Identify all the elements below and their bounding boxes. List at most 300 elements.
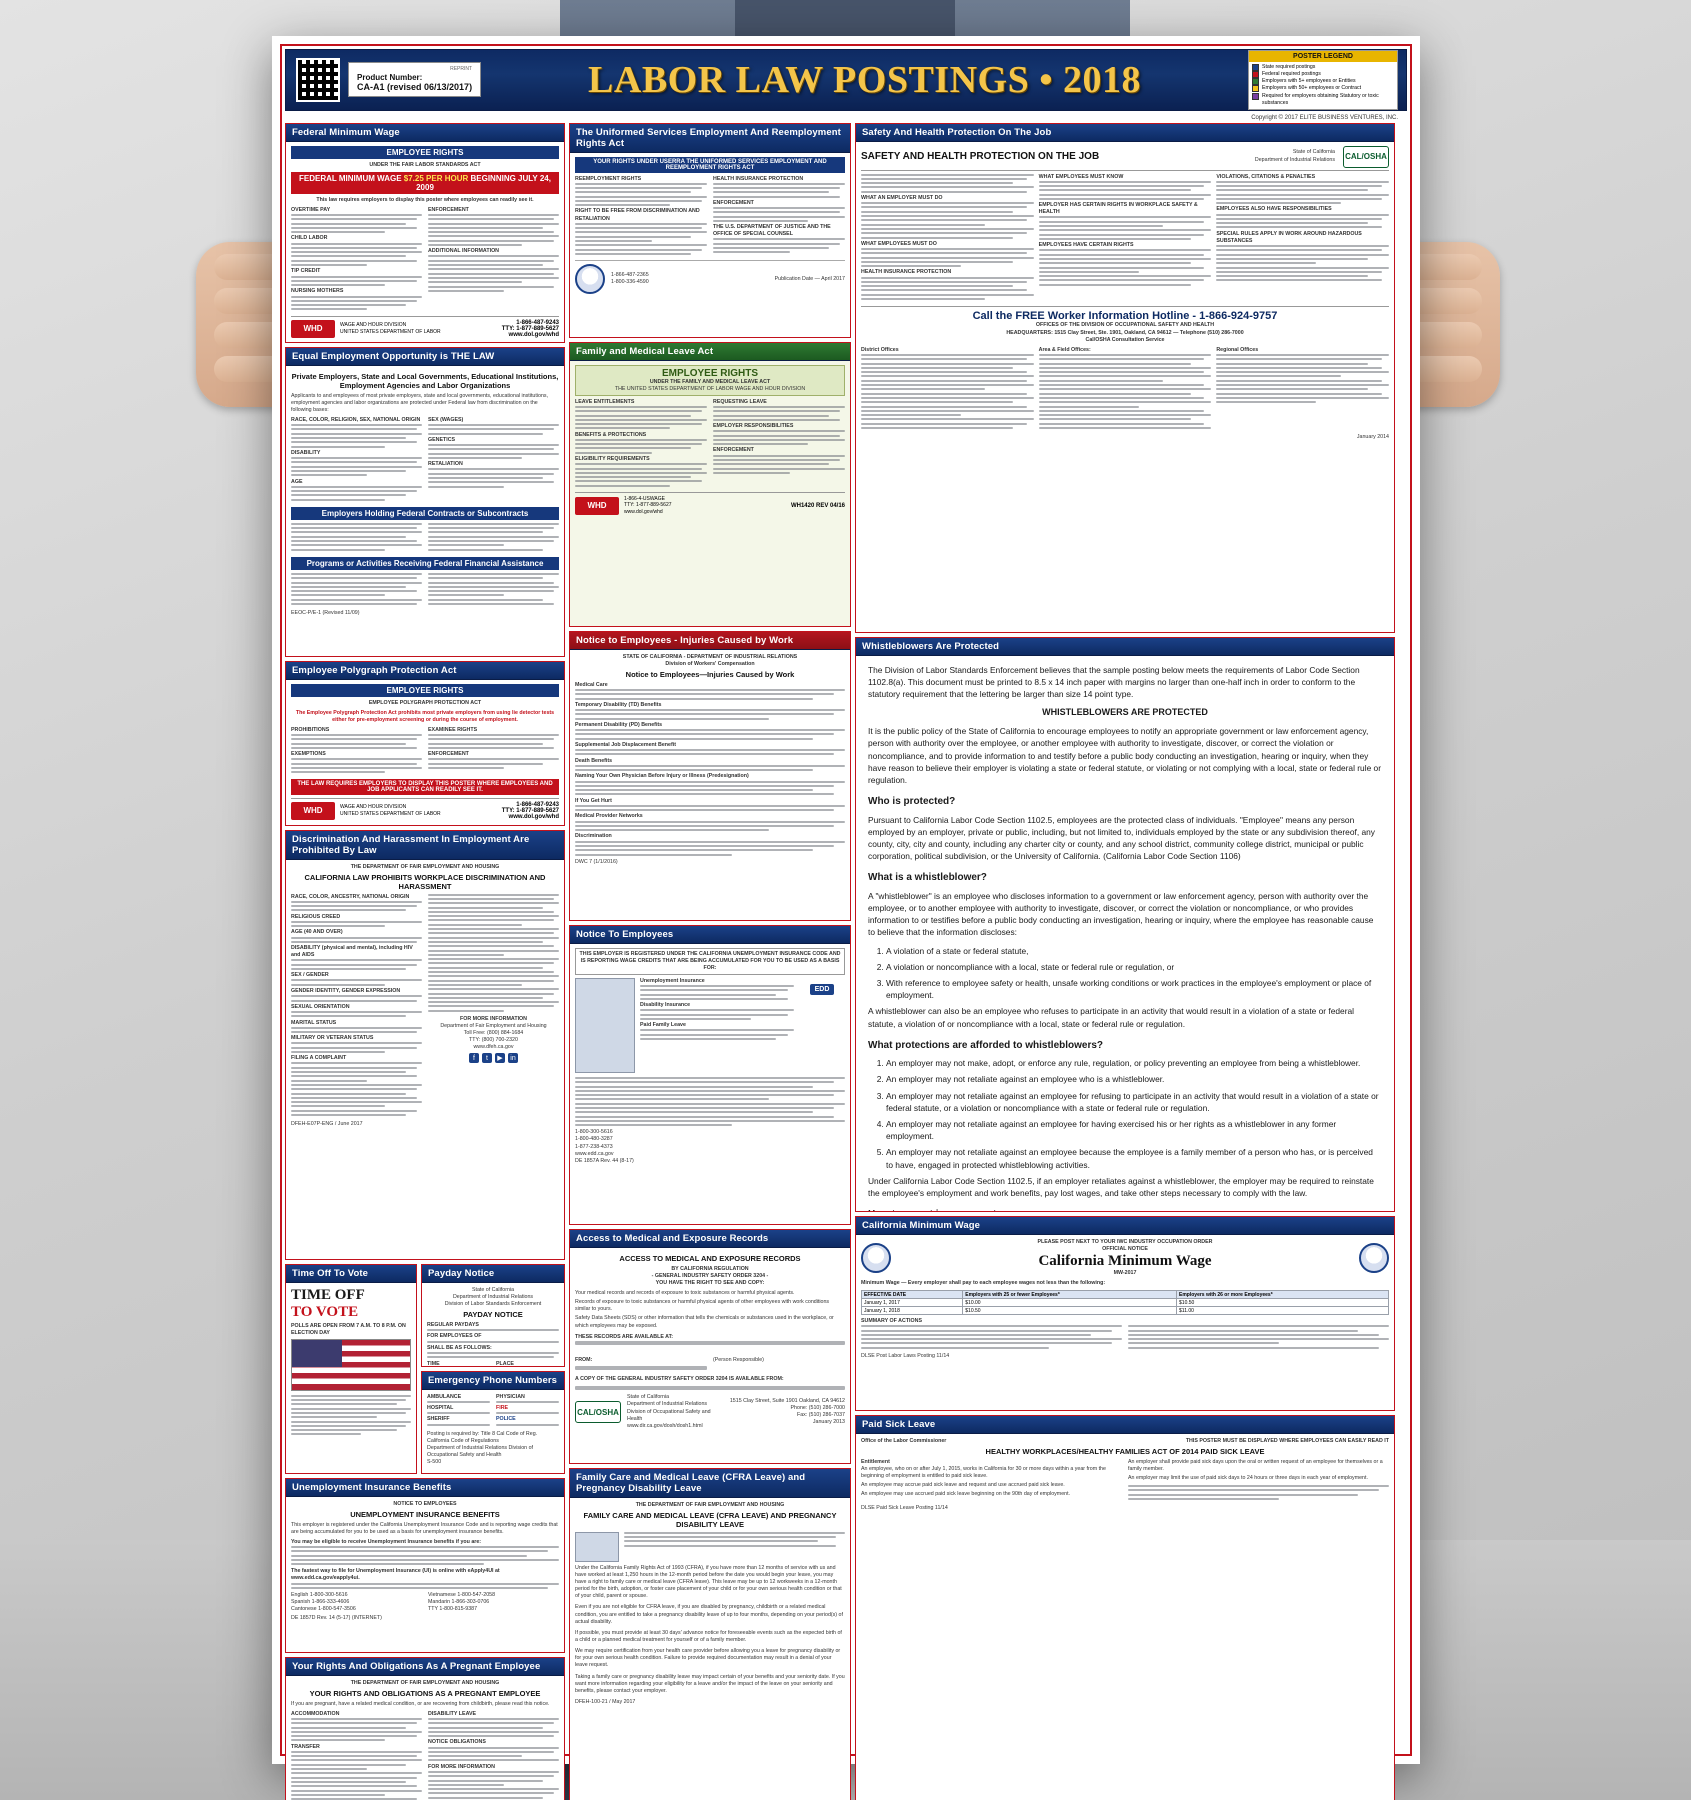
psl-bullet-3: An employer shall provide paid sick days upon the oral or written request of an employee for themselves or a family member.: [1128, 1458, 1383, 1472]
card-title-paid-sick-leave: Paid Sick Leave: [856, 1416, 1394, 1434]
fmw-agency-block: [291, 316, 559, 338]
emg-label-fire: FIRE: [496, 1404, 509, 1411]
camw-th-0: EFFECTIVE DATE: [862, 1291, 963, 1299]
wb-a2: A "whistleblower" is an employee who discloses information to a government or law enforcement agency, person with authority over the employee, or to another employee with authority to investigate, discover, or correct the violation or noncompliance, or who provides information to or testifies before a public body conducting an investigation, hearing or inquiry, where the employee has reasonable cause to believe that the information discloses:: [868, 890, 1374, 938]
emg-form: S-500: [427, 1459, 442, 1466]
emg-posted-by: Posting is required by: Title 8 Cal Code of Reg. California Code of Regulations: [427, 1430, 538, 1444]
wb-a3: A whistleblower can also be an employee who refuses to participate in an activity that would result in a violation of a state or federal statute, a violation of or noncompliance with a local, state or federal rule or regulation.: [868, 1006, 1355, 1029]
cal-osha-logo-icon-2: CAL/OSHA: [1343, 146, 1389, 168]
fmw-phone[interactable]: 1-866-487-9243: [516, 319, 559, 326]
ui-phone-2[interactable]: Cantonese 1-800-547-3506: [291, 1606, 356, 1613]
fmla-col-1: [575, 399, 707, 489]
nte-pfl-phone[interactable]: 1-877-238-4373: [575, 1143, 613, 1150]
eeo-sub3: Employers Holding Federal Contracts or Subcontracts: [291, 507, 559, 520]
mex-heading: ACCESS TO MEDICAL AND EXPOSURE RECORDS: [619, 1253, 801, 1263]
nte-di-phone[interactable]: 1-800-480-3287: [575, 1136, 613, 1143]
inj-section-8: Discrimination: [575, 833, 612, 840]
inj-section-5: Naming Your Own Physician Before Injury or Illness (Predesignation): [575, 773, 749, 780]
payday-emergency-stack: [421, 1264, 565, 1474]
wb-list2-item-4: 5. An employer may not retaliate against an employee because the employee is a family member of a person who has, or is perceived to have, engaged in protected whistleblowing activities.: [886, 1146, 1382, 1170]
fmw-agency2: UNITED STATES DEPARTMENT OF LABOR: [340, 328, 441, 335]
card-title-unemployment: Unemployment Insurance Benefits: [286, 1479, 564, 1497]
sh-col-header-2: Regional Offices: [1216, 346, 1259, 353]
userra-section-1: RIGHT TO BE FREE FROM DISCRIMINATION AND RETALIATION: [575, 208, 700, 222]
sh-heading: SAFETY AND HEALTH PROTECTION ON THE JOB: [861, 151, 1100, 163]
card-whistleblower: [855, 637, 1395, 1212]
sh-section-0: WHAT AN EMPLOYER MUST DO: [861, 195, 943, 202]
cfra-p2: Even if you are not eligible for CFRA leave, if you are disabled by pregnancy, childbirth or a related medical condition, you are entitled to take a pregnancy disability leave of up to four months, depending on your period(s) of actual disability.: [575, 1604, 843, 1625]
preg-section-1: TRANSFER: [291, 1743, 320, 1750]
card-title-emergency: Emergency Phone Numbers: [422, 1372, 564, 1390]
social-links[interactable]: [428, 1053, 559, 1063]
card-notice-to-employees: [569, 925, 851, 1225]
disc-tty: TTY: (800) 700-2320: [469, 1037, 518, 1044]
disc-topic-6: SEXUAL ORIENTATION: [291, 1003, 350, 1010]
card-title-time-off-to-vote: Time Off To Vote: [286, 1265, 416, 1283]
psl-bullet-4: An employer may limit the use of paid sick days to 24 hours or three days in each year of employment.: [1128, 1474, 1368, 1481]
camw-official: OFFICIAL NOTICE: [1102, 1245, 1148, 1252]
camw-r1c1: $10.50: [963, 1307, 1177, 1315]
card-title-ca-minimum-wage: California Minimum Wage: [856, 1217, 1394, 1235]
preg-heading: YOUR RIGHTS AND OBLIGATIONS AS A PREGNANT EMPLOYEE: [309, 1688, 541, 1698]
inj-heading: Notice to Employees—Injuries Caused by Work: [625, 669, 795, 679]
epp-agency2: UNITED STATES DEPARTMENT OF LABOR: [340, 810, 441, 817]
camw-r0c2: $10.50: [1177, 1299, 1389, 1307]
fmla-section-3: REQUESTING LEAVE: [713, 398, 767, 405]
fmw-section-4: ENFORCEMENT: [428, 206, 469, 213]
dol-seal-icon: [575, 264, 605, 294]
fmla-form: WH1420 REV 04/16: [790, 502, 845, 509]
legend-swatch-5plus: [1252, 78, 1259, 85]
emg-label-ambulance: AMBULANCE: [427, 1393, 462, 1400]
sh-hotline[interactable]: Call the FREE Worker Information Hotline - 1-866-924-9757: [861, 306, 1389, 322]
sh-section-2: HEALTH INSURANCE PROTECTION: [861, 269, 952, 276]
sh-offices-districts: [861, 347, 1034, 431]
ui-line1: This employer is registered under the California Unemployment Insurance Code and is reporting wage credits that are being accumulated for you to be used as a basis for unemployment insurance benefits.: [291, 1521, 558, 1535]
preg-section-2: DISABILITY LEAVE: [428, 1710, 477, 1717]
wb-list2-item-3: 4. An employer may not retaliate against an employee for having exercised his or her rights as a whistleblower in any former employment.: [886, 1118, 1382, 1142]
nte-ui-phone[interactable]: 1-800-300-5616: [575, 1129, 613, 1136]
epp-banner: [291, 684, 559, 697]
mex-addr: 1515 Clay Street, Suite 1901 Oakland, CA 94612: [729, 1397, 845, 1404]
epp-col-2: [428, 727, 559, 776]
camw-mw: MW-2017: [1113, 1269, 1137, 1276]
state-seal-icon: [861, 1243, 891, 1273]
cfra-p3: If possible, you must provide at least 30 days' advance notice for foreseeable events such as the expected birth of a child or a planned medical treatment for yourself or of a family member.: [575, 1629, 842, 1643]
cfra-form: DFEH-100-21 / May 2017: [575, 1698, 636, 1705]
card-title-injuries: Notice to Employees - Injuries Caused by Work: [570, 632, 850, 650]
fmw-section-2: TIP CREDIT: [291, 268, 321, 275]
fmw-wage-label: FEDERAL MINIMUM WAGE: [299, 173, 402, 183]
psl-col-1: [861, 1459, 1122, 1503]
fmla-web[interactable]: www.dol.gov/whd: [624, 508, 663, 515]
ui-phone-3[interactable]: Vietnamese 1-800-547-2058: [428, 1591, 496, 1598]
eeo-topic-1: DISABILITY: [291, 449, 321, 456]
eeo-topic-4: GENETICS: [428, 436, 456, 443]
wb-list1-item-0: 1. A violation of a state or federal statute,: [886, 945, 1382, 957]
whd-logo-icon-3: WHD: [575, 497, 619, 515]
flag-image: [291, 1339, 411, 1391]
nte-item-1: Disability Insurance: [640, 1002, 691, 1009]
mex-bullet-2: Safety Data Sheets (SDS) or other information that tells the chemicals or substances used in the workplace, or which employees may be exposed.: [575, 1315, 834, 1329]
psl-post-line: THIS POSTER MUST BE DISPLAYED WHERE EMPLOYEES CAN EASILY READ IT: [1185, 1437, 1389, 1444]
fmw-wage-date: BEGINNING JULY 24, 2009: [416, 173, 551, 192]
wb-q4: [868, 1208, 1382, 1211]
wb-list-1: [886, 945, 1382, 1002]
card-federal-minimum-wage: [285, 123, 565, 343]
card-polygraph: [285, 661, 565, 826]
edd-logo-icon: EDD: [810, 984, 835, 995]
payday-field-3: SHALL BE AS FOLLOWS:: [427, 1344, 492, 1351]
edd-photo: [575, 978, 635, 1073]
sh-dept: Department of Industrial Relations: [1254, 156, 1335, 163]
mex-from-label: FROM:: [575, 1356, 593, 1363]
cfra-dept: THE DEPARTMENT OF FAIR EMPLOYMENT AND HOUSING: [635, 1501, 785, 1508]
sh-section-3: WHAT EMPLOYEES MUST KNOW: [1038, 173, 1124, 180]
card-title-safety-health: Safety And Health Protection On The Job: [856, 124, 1394, 142]
camw-form: DLSE Post Labor Laws Posting 11/14: [861, 1353, 950, 1360]
wb-intro: The Division of Labor Standards Enforcement believes that the sample posting below meets the requirements of Labor Code Section 1102.8(a). This document must be printed to 8.5 x 14 inch paper with margins no larger than one-half inch in order to conform to the statutory requirement that the lettering be larger than size 14 point type.: [868, 664, 1360, 699]
eeo-topic-2: AGE: [291, 478, 303, 485]
disc-topic-8: MILITARY OR VETERAN STATUS: [291, 1035, 374, 1042]
fmw-wage-bar: [291, 172, 559, 194]
mex-web[interactable]: www.dir.ca.gov/dosh/dosh1.html: [627, 1422, 703, 1429]
fmw-note: This law requires employers to display this poster where employees can readily see it.: [316, 196, 534, 203]
userra-banner: YOUR RIGHTS UNDER USERRA THE UNIFORMED SERVICES EMPLOYMENT AND REEMPLOYMENT RIGHTS ACT: [575, 157, 845, 173]
emg-label-sheriff: SHERIFF: [427, 1416, 450, 1423]
linkedin-icon[interactable]: in: [508, 1053, 518, 1063]
userra-col-2: [713, 176, 845, 258]
facebook-icon[interactable]: f: [469, 1053, 479, 1063]
disc-tollfree[interactable]: Toll Free: (800) 884-1684: [463, 1029, 524, 1036]
sh-col-3: [1216, 174, 1389, 303]
card-uniformed-services: [569, 123, 851, 338]
wb-q1: Who is protected?: [868, 796, 956, 808]
preg-section-4: FOR MORE INFORMATION: [428, 1763, 495, 1770]
epp-banner-text: EMPLOYEE RIGHTS: [386, 685, 464, 695]
vote-headline-1: TIME OFF: [291, 1286, 365, 1303]
preg-dept: THE DEPARTMENT OF FAIR EMPLOYMENT AND HOUSING: [350, 1679, 500, 1686]
mex-copy-line: A COPY OF THE GENERAL INDUSTRY SAFETY ORDER 3204 IS AVAILABLE FROM:: [575, 1376, 784, 1383]
card-emergency-numbers: [421, 1371, 565, 1474]
card-california-minimum-wage: [855, 1216, 1395, 1411]
preg-intro: If you are pregnant, have a related medical condition, or are recovering from childbirth, please read this notice.: [291, 1700, 550, 1707]
card-title-pregnant: Your Rights And Obligations As A Pregnant Employee: [286, 1658, 564, 1676]
mex-phone[interactable]: Phone: (510) 286-7000: [790, 1404, 845, 1411]
mex-bullet-0: Your medical records and records of exposure to toxic substances or harmful physical agents.: [575, 1289, 795, 1296]
nte-item-0: Unemployment Insurance: [640, 977, 705, 984]
epp-banner-sub: EMPLOYEE POLYGRAPH PROTECTION ACT: [368, 699, 482, 706]
eeo-topic-0: RACE, COLOR, RELIGION, SEX, NATIONAL ORIGIN: [291, 416, 421, 423]
fmla-section-2: ELIGIBILITY REQUIREMENTS: [575, 456, 650, 463]
disc-form: DFEH-E07P-ENG / June 2017: [291, 1121, 363, 1128]
emg-label-hospital: HOSPITAL: [427, 1404, 454, 1411]
card-time-off-to-vote: [285, 1264, 417, 1474]
legend-item-1: Federal required postings: [1262, 71, 1321, 78]
epp-col-1: [291, 727, 422, 776]
legend-item-0: State required postings: [1262, 64, 1316, 71]
nte-item-2: Paid Family Leave: [640, 1022, 686, 1029]
mex-dept: Department of Industrial Relations: [627, 1401, 708, 1408]
cfra-p1: Under the California Family Rights Act of 1993 (CFRA), if you have more than 12 months of service with us and have worked at least 1,250 hours in the 12-month period before the date you would begin your leave, you may have a right to family care or medical leave (CFRA leave). This leave may be up to 12 workweeks in a 12-month period for the birth, adoption, or foster care placement of your child or for your own serious health condition or that of your child, parent or spouse.: [575, 1564, 842, 1600]
cfra-heading: FAMILY CARE AND MEDICAL LEAVE (CFRA LEAVE) AND PREGNANCY DISABILITY LEAVE: [583, 1510, 837, 1529]
disc-topic-7: MARITAL STATUS: [291, 1019, 337, 1026]
ui-phone-5[interactable]: TTY 1-800-815-9387: [428, 1606, 478, 1613]
vote-sub: POLLS ARE OPEN FROM 7 A.M. TO 8 P.M. ON ELECTION DAY: [291, 1322, 406, 1336]
disc-dept: THE DEPARTMENT OF FAIR EMPLOYMENT AND HOUSING: [350, 863, 500, 870]
preg-col-1: [291, 1711, 422, 1800]
wb-list1-item-1: 2. A violation or noncompliance with a local, state or federal rule or regulation, or: [886, 961, 1382, 973]
fmw-wage-value: $7.25 PER HOUR: [403, 173, 469, 183]
inj-section-3: Supplemental Job Displacement Benefit: [575, 741, 676, 748]
camw-r0c1: $10.00: [963, 1299, 1177, 1307]
epp-agency-block: [291, 798, 559, 820]
camw-r0c0: January 1, 2017: [862, 1299, 963, 1307]
card-payday-notice: [421, 1264, 565, 1367]
preg-section-3: NOTICE OBLIGATIONS: [428, 1739, 486, 1746]
fmw-tty: TTY: 1-877-889-5627: [501, 325, 559, 332]
wb-list2-item-1: 2. An employer may not retaliate against an employee who is a whistleblower.: [886, 1073, 1382, 1085]
sh-section-6: VIOLATIONS, CITATIONS & PENALTIES: [1216, 173, 1316, 180]
preg-col-2: [428, 1711, 559, 1800]
ui-section-1: The fastest way to file for Unemployment Insurance (UI) is online with eApply4UI at www.edd.ca.gov/eapply4ui.: [291, 1568, 500, 1582]
eeo-sub2: Programs or Activities Receiving Federal Financial Assistance: [291, 557, 559, 570]
eeo-col-1: [291, 417, 422, 503]
payday-field-2: FOR EMPLOYEES OF: [427, 1333, 482, 1340]
disc-contact: Department of Fair Employment and Housing: [440, 1022, 547, 1029]
fmw-web[interactable]: www.dol.gov/whd: [508, 331, 559, 338]
userra-section-0: REEMPLOYMENT RIGHTS: [575, 175, 642, 182]
column-right: [855, 123, 1395, 1800]
userra-esgr-phone[interactable]: 1-800-336-4590: [611, 279, 649, 286]
camw-r1c0: January 1, 2018: [862, 1307, 963, 1315]
card-pregnant-employee: [285, 1657, 565, 1800]
fmw-text-col-2: [428, 207, 559, 313]
copyright: Copyright © 2017 ELITE BUSINESS VENTURES, INC.: [1251, 114, 1398, 121]
cal-osha-logo-icon: CAL/OSHA: [575, 1401, 621, 1423]
card-fmla: [569, 342, 851, 627]
cfra-icon-image: [575, 1532, 619, 1562]
preg-section-0: ACCOMMODATION: [291, 1710, 340, 1717]
mex-division: Division of Occupational Safety and Health: [627, 1408, 711, 1422]
fmla-tty: TTY: 1-877-889-5627: [624, 502, 672, 509]
userra-section-3: ENFORCEMENT: [713, 199, 754, 206]
fmw-section-3: NURSING MOTHERS: [291, 288, 344, 295]
card-title-notice-employees: Notice To Employees: [570, 926, 850, 944]
column-left: [285, 123, 565, 1800]
epp-section-0: PROHIBITIONS: [291, 726, 330, 733]
inj-form: DWC 7 (1/1/2016): [575, 858, 618, 865]
inj-state-line: STATE OF CALIFORNIA - DEPARTMENT OF INDUSTRIAL RELATIONS: [622, 653, 798, 660]
fmla-agency-block: [575, 492, 845, 516]
payday-division: Division of Labor Standards Enforcement: [444, 1300, 542, 1307]
camw-table: [861, 1290, 1389, 1315]
card-title-cfra: Family Care and Medical Leave (CFRA Leave) and Pregnancy Disability Leave: [570, 1469, 850, 1498]
product-number-value: CA-A1 (revised 06/13/2017): [357, 82, 473, 93]
fmla-section-0: LEAVE ENTITLEMENTS: [575, 398, 635, 405]
camw-r1c2: $11.00: [1177, 1307, 1389, 1315]
payday-dept: Department of Industrial Relations: [452, 1293, 534, 1300]
column-middle: [569, 123, 851, 1800]
youtube-icon[interactable]: ▶: [495, 1053, 505, 1063]
sh-section-4: EMPLOYER HAS CERTAIN RIGHTS IN WORKPLACE SAFETY & HEALTH: [1038, 202, 1198, 216]
sh-hq: HEADQUARTERS: 1515 Clay Street, Ste. 1901, Oakland, CA 94612 — Telephone (510) 286-7000: [1006, 329, 1244, 336]
fmla-section-4: EMPLOYER RESPONSIBILITIES: [713, 423, 794, 430]
card-discrimination: [285, 830, 565, 1260]
disc-topic-3: DISABILITY (physical and mental), including HIV and AIDS: [291, 945, 413, 959]
wb-a1: Pursuant to California Labor Code Section 1102.5, employees are the protected class of individuals. "Employee" means any person employed by an employer, private or public, including, but not limited to, individuals employed by the state or any subdivision thereof, any county, city, city and county, including any charter city or county, and any school district, community college district, municipal or public corporation, political subdivision, or the University of California. (California Labor Code Section 1106): [868, 814, 1375, 862]
emg-dept: Department of Industrial Relations Division of Occupational Safety and Health: [427, 1445, 533, 1459]
vote-payday-row: [285, 1264, 565, 1474]
epp-web[interactable]: www.dol.gov/whd: [508, 813, 559, 820]
fmla-section-1: BENEFITS & PROTECTIONS: [575, 431, 647, 438]
poster-grid: [285, 111, 1407, 1800]
disc-topic-4: SEX / GENDER: [291, 972, 329, 979]
camw-heading: California Minimum Wage: [1038, 1252, 1212, 1269]
epp-section-1: EXEMPTIONS: [291, 751, 326, 758]
ui-heading: NOTICE TO EMPLOYEES: [393, 1500, 457, 1507]
sh-col-2: [1039, 174, 1212, 303]
card-cfra: [569, 1468, 851, 1800]
nte-web[interactable]: www.edd.ca.gov: [575, 1150, 614, 1157]
twitter-icon[interactable]: t: [482, 1053, 492, 1063]
fmla-phone[interactable]: 1-866-4-USWAGE: [624, 495, 665, 502]
mex-person-label: (Person Responsible): [713, 1356, 764, 1363]
mex-sub1: BY CALIFORNIA REGULATION: [671, 1265, 749, 1272]
legend-swatch-state: [1252, 64, 1259, 71]
reprint-note: REPRINT: [450, 66, 473, 73]
sh-state: State of California: [1292, 149, 1335, 156]
inj-section-0: Medical Care: [575, 681, 608, 688]
sh-section-8: SPECIAL RULES APPLY IN WORK AROUND HAZARDOUS SUBSTANCES: [1216, 230, 1362, 244]
mex-avail-line: THESE RECORDS ARE AVAILABLE AT:: [575, 1333, 673, 1340]
payday-field-5: PLACE: [496, 1360, 514, 1367]
disc-web[interactable]: www.dfeh.ca.gov: [473, 1044, 514, 1051]
userra-section-4: THE U.S. DEPARTMENT OF JUSTICE AND THE OFFICE OF SPECIAL COUNSEL: [713, 224, 831, 238]
page-title: LABOR LAW POSTINGS • 2018: [588, 58, 1142, 101]
card-safety-health: [855, 123, 1395, 633]
whd-logo-icon: WHD: [291, 320, 335, 338]
camw-summary-label: SUMMARY OF ACTIONS: [861, 1318, 923, 1325]
disc-topic-1: RELIGIOUS CREED: [291, 913, 341, 920]
fmla-banner-sub: UNDER THE FAMILY AND MEDICAL LEAVE ACT: [649, 378, 771, 385]
legend-item-4: Required for employers obtaining Statutory or toxic substances: [1262, 92, 1379, 106]
poster-header: [285, 49, 1407, 121]
mex-state: State of California: [627, 1394, 670, 1401]
legend-item-2: Employers with 5+ employees or Entities: [1262, 78, 1356, 85]
disc-col-2: [428, 894, 559, 1119]
disc-topic-2: AGE (40 AND OVER): [291, 929, 343, 936]
userra-col-1: [575, 176, 707, 258]
disc-topic-5: GENDER IDENTITY, GENDER EXPRESSION: [291, 988, 401, 995]
wb-list1-item-2: 3. With reference to employee safety or health, unsafe working conditions or work practices in the employee's employment or place of employment.: [886, 977, 1382, 1001]
ui-phone-1[interactable]: Spanish 1-866-333-4606: [291, 1599, 350, 1605]
sh-consult: Cal/OSHA Consultation Service: [1085, 336, 1165, 343]
labor-law-poster: [272, 36, 1420, 1770]
psl-entitlement: Entitlement: [861, 1458, 890, 1465]
ui-subheading: UNEMPLOYMENT INSURANCE BENEFITS: [350, 1509, 500, 1519]
epp-phone[interactable]: 1-866-487-9243: [516, 801, 559, 808]
mex-sub3: YOU HAVE THE RIGHT TO SEE AND COPY:: [655, 1279, 765, 1286]
payday-state: State of California: [471, 1286, 515, 1293]
inj-section-1: Temporary Disability (TD) Benefits: [575, 701, 662, 708]
sh-section-1: WHAT EMPLOYEES MUST DO: [861, 240, 937, 247]
table-row: [862, 1307, 1389, 1315]
eeo-col-2: [428, 417, 559, 503]
eeo-col-6: [428, 573, 559, 607]
legend-swatch-federal: [1252, 71, 1259, 78]
state-seal-icon-2: [1359, 1243, 1389, 1273]
eeo-topic-5: RETALIATION: [428, 461, 463, 468]
epp-tty: TTY: 1-877-889-5627: [501, 807, 559, 814]
payday-field-4: TIME: [427, 1360, 440, 1367]
cfra-p5: Taking a family care or pregnancy disability leave may impact certain of your benefits and your seniority date. If you want more information regarding your eligibility for a leave and/or the impact of the leave on your seniority and benefits, please contact your employer.: [575, 1673, 845, 1694]
whd-logo-icon-2: WHD: [291, 802, 335, 820]
epp-warning: THE LAW REQUIRES EMPLOYERS TO DISPLAY THIS POSTER WHERE EMPLOYEES AND JOB APPLICANTS CAN READILY SEE IT.: [291, 779, 559, 795]
userra-form: Publication Date — April 2017: [774, 275, 845, 282]
card-unemployment-benefits: [285, 1478, 565, 1653]
card-paid-sick-leave: [855, 1415, 1395, 1800]
psl-form: DLSE Paid Sick Leave Posting 11/14: [861, 1505, 948, 1512]
eeo-intro: Applicants to and employees of most private employers, state and local governments, educational institutions, employment agencies and labor organizations are protected under Federal law from discrimination on the following bases:: [291, 392, 549, 413]
fmw-text-col-1: [291, 207, 422, 313]
fmw-banner: EMPLOYEE RIGHTS: [291, 146, 559, 159]
nte-form: DE 1857A Rev. 44 (8-17): [575, 1157, 634, 1164]
card-medical-exposure: [569, 1229, 851, 1464]
sh-col-header-0: District Offices: [861, 346, 899, 353]
psl-col-2: [1128, 1459, 1389, 1503]
sh-col-header-1: Area & Field Offices:: [1038, 346, 1091, 353]
cfra-p4: We may require certification from your health care provider before allowing you a leave for pregnancy disability or for your own serious health condition. Failure to provide required documentation may result in a denial of your leave request.: [575, 1648, 841, 1669]
poster-legend: [1248, 50, 1398, 110]
wb-heading: WHISTLEBLOWERS ARE PROTECTED: [1042, 707, 1208, 718]
epp-agency: WAGE AND HOUR DIVISION: [340, 804, 407, 811]
eeo-col-5: [291, 573, 422, 607]
wb-list-2: [886, 1057, 1382, 1171]
ui-phone-0[interactable]: English 1-800-300-5616: [291, 1591, 348, 1598]
fmw-banner-sub: UNDER THE FAIR LABOR STANDARDS ACT: [369, 161, 481, 168]
product-number-label: Product Number:: [357, 72, 423, 82]
ui-section-0: You may be eligible to receive Unemployment Insurance benefits if you are:: [291, 1538, 482, 1545]
sh-offices-title: OFFICES OF THE DIVISION OF OCCUPATIONAL SAFETY AND HEALTH: [1035, 322, 1215, 329]
disc-topic-9: FILING A COMPLAINT: [291, 1055, 347, 1062]
disc-heading: CALIFORNIA LAW PROHIBITS WORKPLACE DISCRIMINATION AND HARASSMENT: [304, 872, 546, 891]
vote-headline-2: TO VOTE: [291, 1303, 359, 1320]
userra-phone[interactable]: 1-866-487-2365: [611, 271, 649, 278]
wb-list2-item-2: 3. An employer may not retaliate against an employee for refusing to participate in an activity that would result in a violation of a state or federal statute, or a violation or noncompliance with a state or federal rule or regulation.: [886, 1090, 1382, 1114]
fmw-section-1: CHILD LABOR: [291, 235, 328, 242]
fmla-col-2: [713, 399, 845, 489]
inj-section-7: Medical Provider Networks: [575, 813, 643, 820]
sh-offices-area: [1039, 347, 1212, 431]
sh-offices-regional: [1216, 347, 1389, 431]
fmla-banner: EMPLOYEE RIGHTS: [661, 367, 759, 379]
ui-form: DE 1857D Rev. 14 (5-17) (INTERNET): [291, 1615, 382, 1622]
mex-fax: Fax: (510) 286-7037: [797, 1412, 845, 1419]
fmla-banner-sub2: THE UNITED STATES DEPARTMENT OF LABOR WAGE AND HOUR DIVISION: [614, 385, 806, 392]
camw-post-line: PLEASE POST NEXT TO YOUR IWC INDUSTRY OCCUPATION ORDER: [1037, 1238, 1213, 1245]
inj-section-2: Permanent Disability (PD) Benefits: [575, 721, 663, 728]
psl-bullet-1: An employee may accrue paid sick leave and request and use accrued paid sick leave.: [861, 1482, 1065, 1489]
camw-th-1: Employers with 25 or fewer Employees*: [963, 1291, 1177, 1299]
mex-sub2: - GENERAL INDUSTRY SAFETY ORDER 3204 -: [651, 1272, 769, 1279]
fmla-section-5: ENFORCEMENT: [713, 447, 754, 454]
ui-phone-4[interactable]: Mandarin 1-866-303-0706: [428, 1599, 490, 1605]
psl-office: Office of the Labor Commissioner: [861, 1437, 947, 1444]
camw-th-2: Employers with 26 or more Employees*: [1177, 1291, 1389, 1299]
product-number-box: [348, 62, 481, 97]
inj-division: Division of Workers' Compensation: [665, 660, 755, 667]
